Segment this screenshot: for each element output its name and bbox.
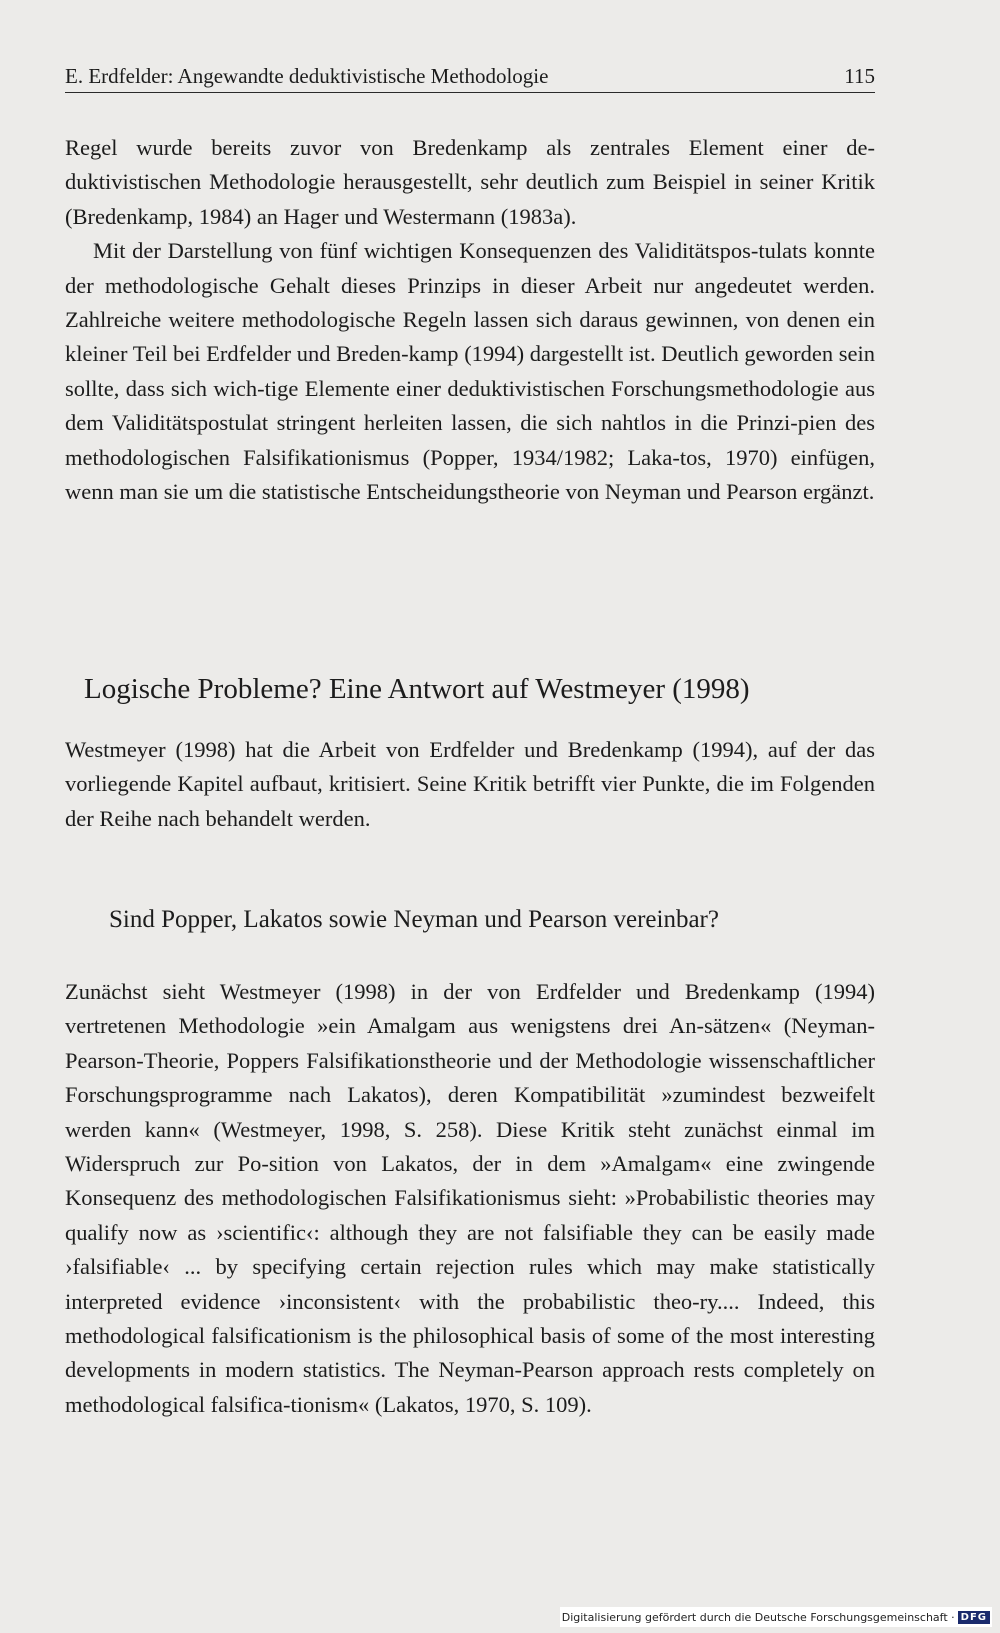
dfg-logo: DFG bbox=[958, 1611, 990, 1624]
section-text-block bbox=[65, 733, 875, 836]
footer-text: Digitalisierung gefördert durch die Deutsche Forschungsgemeinschaft · bbox=[561, 1610, 955, 1624]
intro-text-block bbox=[65, 131, 875, 509]
subsection-text-block bbox=[65, 975, 875, 1422]
running-head-title: E. Erdfelder: Angewandte deduktivistische Methodologie bbox=[65, 64, 549, 88]
paragraph: Zunächst sieht Westmeyer (1998) in der von Erdfelder und Bredenkamp (1994) vertretenen Methodologie »ein Amalgam aus wenigstens drei An-sätzen« (Neyman-Pearson-Theorie, Poppers Falsifikationstheorie und der Methodologie wissenschaftlicher Forschungsprogramme nach Lakatos), deren Kompatibilität »zumindest bezweifelt werden kann« (Westmeyer, 1998, S. 258). Diese Kritik steht zunächst einmal im Widerspruch zur Po-sition von Lakatos, der in dem »Amalgam« eine zwingende Konsequenz des methodologischen Falsifikationismus sieht: »Probabilistic theories may qualify now as ›scientific‹: although they are not falsifiable they can be easily made ›falsifiable‹ ... by specifying certain rejection rules which may make statistically interpreted evidence ›inconsistent‹ with the probabilistic theo-ry.... Indeed, this methodological falsificationism is the philosophical basis of some of the most interesting developments in modern statistics. The Neyman-Pearson approach rests completely on methodological falsifica-tionism« (Lakatos, 1970, S. 109). bbox=[65, 979, 875, 1417]
page-number: 115 bbox=[844, 64, 875, 88]
subsection-heading: Sind Popper, Lakatos sowie Neyman und Pearson vereinbar? bbox=[109, 906, 719, 933]
running-head bbox=[65, 62, 875, 93]
section-heading: Logische Probleme? Eine Antwort auf Westmeyer (1998) bbox=[84, 673, 750, 705]
digitization-footer bbox=[560, 1607, 992, 1627]
paragraph: Regel wurde bereits zuvor von Bredenkamp als zentrales Element einer de-duktivistischen Methodologie herausgestellt, sehr deutlich zum Beispiel in seiner Kritik (Bredenkamp, 1984) an Hager und Westermann (1983a). bbox=[65, 135, 875, 229]
paragraph: Westmeyer (1998) hat die Arbeit von Erdfelder und Bredenkamp (1994), auf der das vorliegende Kapitel aufbaut, kritisiert. Seine Kritik betrifft vier Punkte, die im Folgenden der Reihe nach behandelt werden. bbox=[65, 737, 875, 831]
paragraph: Mit der Darstellung von fünf wichtigen Konsequenzen des Validitätspos-tulats konnte der methodologische Gehalt dieses Prinzips in dieser Arbeit nur angedeutet werden. Zahlreiche weitere methodologische Regeln lassen sich daraus gewinnen, von denen ein kleiner Teil bei Erdfelder und Breden-kamp (1994) dargestellt ist. Deutlich geworden sein sollte, dass sich wich-tige Elemente einer deduktivistischen Forschungsmethodologie aus dem Validitätspostulat stringent herleiten lassen, die sich nahtlos in die Prinzi-pien des methodologischen Falsifikationismus (Popper, 1934/1982; Laka-tos, 1970) einfügen, wenn man sie um die statistische Entscheidungstheorie von Neyman und Pearson ergänzt. bbox=[65, 238, 875, 505]
